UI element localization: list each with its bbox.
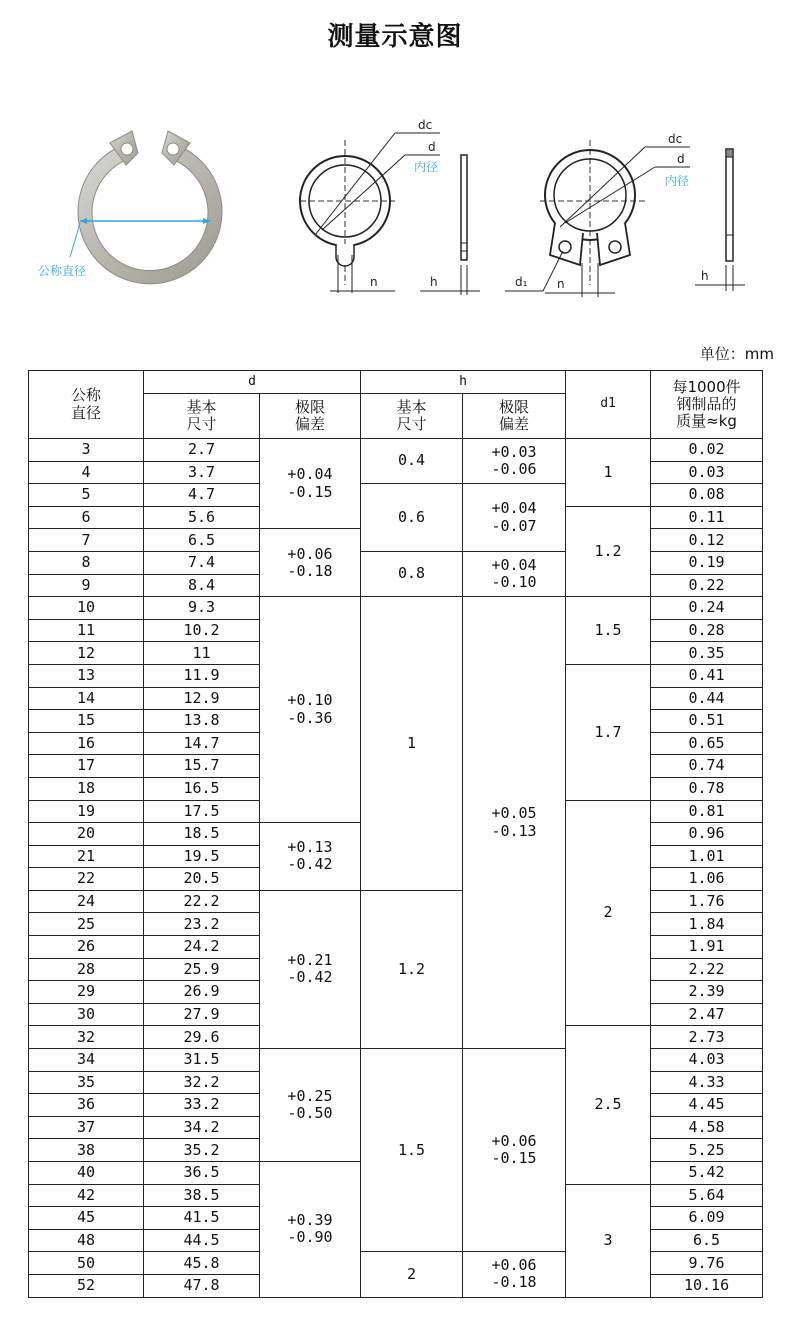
nominal-diameter-cell: 26	[29, 936, 144, 959]
h-tolerance-cell: +0.04 -0.10	[463, 551, 566, 596]
d-tolerance-cell: +0.39 -0.90	[260, 1162, 361, 1298]
table-row	[29, 597, 763, 620]
mass-cell: 2.22	[651, 958, 763, 981]
mass-cell: 0.44	[651, 687, 763, 710]
nominal-diameter-cell: 32	[29, 1026, 144, 1049]
d-basic-cell: 25.9	[144, 958, 260, 981]
h-basic-cell: 1	[361, 597, 463, 891]
inner-diameter-label-2: 内径	[665, 174, 690, 188]
d-basic-cell: 34.2	[144, 1116, 260, 1139]
d-tolerance-cell: +0.21 -0.42	[260, 890, 361, 1048]
nominal-diameter-cell: 18	[29, 777, 144, 800]
nominal-diameter-cell: 6	[29, 506, 144, 529]
nominal-diameter-cell: 14	[29, 687, 144, 710]
mass-cell: 0.12	[651, 529, 763, 552]
mass-cell: 9.76	[651, 1252, 763, 1275]
d1-label: d₁	[515, 275, 528, 289]
d-basic-cell: 32.2	[144, 1071, 260, 1094]
d-basic-cell: 9.3	[144, 597, 260, 620]
d1-cell: 1.5	[566, 597, 651, 665]
d-basic-cell: 11.9	[144, 664, 260, 687]
nominal-diameter-cell: 50	[29, 1252, 144, 1275]
d-basic-cell: 8.4	[144, 574, 260, 597]
h-label-2: h	[701, 269, 709, 283]
circlip-drawing-left	[290, 105, 485, 305]
d-basic-cell: 14.7	[144, 732, 260, 755]
nominal-diameter-cell: 45	[29, 1207, 144, 1230]
mass-cell: 0.81	[651, 800, 763, 823]
nominal-diameter-cell: 42	[29, 1184, 144, 1207]
d-basic-cell: 12.9	[144, 687, 260, 710]
nominal-diameter-cell: 10	[29, 597, 144, 620]
table-row	[29, 551, 763, 574]
mass-cell: 5.25	[651, 1139, 763, 1162]
mass-cell: 0.02	[651, 439, 763, 462]
d1-cell: 1.7	[566, 664, 651, 800]
d-basic-cell: 13.8	[144, 710, 260, 733]
spec-table-body	[29, 439, 763, 1298]
spec-table	[28, 370, 763, 1298]
h-tolerance-cell: +0.03 -0.06	[463, 439, 566, 484]
mass-cell: 0.22	[651, 574, 763, 597]
header-d1: d1	[566, 371, 651, 439]
d-tolerance-cell: +0.06 -0.18	[260, 529, 361, 597]
mass-cell: 1.06	[651, 868, 763, 891]
nominal-diameter-cell: 16	[29, 732, 144, 755]
h-basic-cell: 1.5	[361, 1049, 463, 1252]
d-basic-cell: 10.2	[144, 619, 260, 642]
d-tolerance-cell: +0.10 -0.36	[260, 597, 361, 823]
d-basic-cell: 16.5	[144, 777, 260, 800]
n-label: n	[370, 275, 378, 289]
h-tolerance-cell: +0.04 -0.07	[463, 484, 566, 552]
d-basic-cell: 26.9	[144, 981, 260, 1004]
mass-cell: 6.5	[651, 1229, 763, 1252]
nominal-diameter-cell: 7	[29, 529, 144, 552]
nominal-diameter-cell: 21	[29, 845, 144, 868]
n-label-2: n	[557, 277, 565, 291]
d-basic-cell: 29.6	[144, 1026, 260, 1049]
h-basic-cell: 0.6	[361, 484, 463, 552]
header-mass: 每1000件 钢制品的 质量≈kg	[651, 371, 763, 439]
mass-cell: 4.33	[651, 1071, 763, 1094]
d-basic-cell: 17.5	[144, 800, 260, 823]
mass-cell: 5.42	[651, 1162, 763, 1185]
nominal-diameter-cell: 5	[29, 484, 144, 507]
nominal-diameter-cell: 4	[29, 461, 144, 484]
mass-cell: 1.91	[651, 936, 763, 959]
nominal-diameter-cell: 17	[29, 755, 144, 778]
d-basic-cell: 27.9	[144, 1003, 260, 1026]
d-basic-cell: 3.7	[144, 461, 260, 484]
nominal-diameter-cell: 48	[29, 1229, 144, 1252]
h-basic-cell: 0.4	[361, 439, 463, 484]
nominal-diameter-cell: 40	[29, 1162, 144, 1185]
mass-cell: 1.01	[651, 845, 763, 868]
d-basic-cell: 38.5	[144, 1184, 260, 1207]
nominal-diameter-cell: 9	[29, 574, 144, 597]
nominal-diameter-cell: 28	[29, 958, 144, 981]
mass-cell: 2.47	[651, 1003, 763, 1026]
nominal-diameter-cell: 29	[29, 981, 144, 1004]
mass-cell: 0.51	[651, 710, 763, 733]
h-tolerance-cell: +0.05 -0.13	[463, 597, 566, 1049]
mass-cell: 0.19	[651, 551, 763, 574]
mass-cell: 0.35	[651, 642, 763, 665]
d-tolerance-cell: +0.13 -0.42	[260, 823, 361, 891]
nominal-diameter-cell: 38	[29, 1139, 144, 1162]
d-basic-cell: 23.2	[144, 913, 260, 936]
d-basic-cell: 31.5	[144, 1049, 260, 1072]
d-basic-cell: 19.5	[144, 845, 260, 868]
nominal-diameter-cell: 30	[29, 1003, 144, 1026]
mass-cell: 4.58	[651, 1116, 763, 1139]
dc-label-2: dc	[668, 132, 683, 146]
header-h: h	[361, 371, 566, 394]
nominal-diameter-cell: 8	[29, 551, 144, 574]
h-basic-cell: 2	[361, 1252, 463, 1297]
d-basic-cell: 44.5	[144, 1229, 260, 1252]
h-tolerance-cell: +0.06 -0.18	[463, 1252, 566, 1297]
circlip-photo	[30, 105, 250, 305]
mass-cell: 0.11	[651, 506, 763, 529]
d1-cell: 1.2	[566, 506, 651, 596]
mass-cell: 1.76	[651, 890, 763, 913]
unit-label: 单位：mm	[699, 345, 774, 363]
d-basic-cell: 5.6	[144, 506, 260, 529]
d1-cell: 2	[566, 800, 651, 1026]
table-row	[29, 1252, 763, 1275]
d-tolerance-cell: +0.25 -0.50	[260, 1049, 361, 1162]
d-basic-cell: 35.2	[144, 1139, 260, 1162]
mass-cell: 0.78	[651, 777, 763, 800]
h-basic-cell: 0.8	[361, 551, 463, 596]
d-basic-cell: 47.8	[144, 1274, 260, 1297]
nominal-diameter-cell: 52	[29, 1274, 144, 1297]
nominal-diameter-cell: 34	[29, 1049, 144, 1072]
dc-label: dc	[418, 118, 433, 132]
nominal-diameter-cell: 13	[29, 664, 144, 687]
nominal-diameter-cell: 20	[29, 823, 144, 846]
h-basic-cell: 1.2	[361, 890, 463, 1048]
d-tolerance-cell: +0.04 -0.15	[260, 439, 361, 529]
table-row	[29, 1049, 763, 1072]
mass-cell: 6.09	[651, 1207, 763, 1230]
mass-cell: 2.39	[651, 981, 763, 1004]
circlip-drawing-right	[505, 105, 750, 305]
mass-cell: 0.28	[651, 619, 763, 642]
d-basic-cell: 2.7	[144, 439, 260, 462]
mass-cell: 0.03	[651, 461, 763, 484]
d-basic-cell: 11	[144, 642, 260, 665]
mass-cell: 4.45	[651, 1094, 763, 1117]
d-label-2: d	[677, 152, 685, 166]
d-basic-cell: 20.5	[144, 868, 260, 891]
d-basic-cell: 45.8	[144, 1252, 260, 1275]
header-d-tolerance: 极限 偏差	[260, 394, 361, 439]
header-nominal-diameter: 公称 直径	[29, 371, 144, 439]
page-title: 测量示意图	[327, 22, 463, 52]
d-basic-cell: 4.7	[144, 484, 260, 507]
d-basic-cell: 33.2	[144, 1094, 260, 1117]
mass-cell: 0.65	[651, 732, 763, 755]
mass-cell: 2.73	[651, 1026, 763, 1049]
nominal-diameter-cell: 35	[29, 1071, 144, 1094]
nominal-diameter-cell: 15	[29, 710, 144, 733]
header-h-basic: 基本 尺寸	[361, 394, 463, 439]
d-basic-cell: 24.2	[144, 936, 260, 959]
d1-cell: 3	[566, 1184, 651, 1297]
header-d: d	[144, 371, 361, 394]
nominal-diameter-label: 公称直径	[38, 264, 87, 278]
header-h-tolerance: 极限 偏差	[463, 394, 566, 439]
mass-cell: 0.74	[651, 755, 763, 778]
nominal-diameter-cell: 3	[29, 439, 144, 462]
nominal-diameter-cell: 36	[29, 1094, 144, 1117]
d-basic-cell: 22.2	[144, 890, 260, 913]
nominal-diameter-cell: 12	[29, 642, 144, 665]
mass-cell: 0.41	[651, 664, 763, 687]
inner-diameter-label: 内径	[414, 160, 439, 174]
nominal-diameter-cell: 37	[29, 1116, 144, 1139]
d-basic-cell: 36.5	[144, 1162, 260, 1185]
nominal-diameter-cell: 11	[29, 619, 144, 642]
d-label: d	[428, 140, 436, 154]
nominal-diameter-cell: 19	[29, 800, 144, 823]
mass-cell: 0.08	[651, 484, 763, 507]
nominal-diameter-cell: 25	[29, 913, 144, 936]
mass-cell: 4.03	[651, 1049, 763, 1072]
d-basic-cell: 18.5	[144, 823, 260, 846]
nominal-diameter-cell: 22	[29, 868, 144, 891]
nominal-diameter-cell: 24	[29, 890, 144, 913]
h-tolerance-cell: +0.06 -0.15	[463, 1049, 566, 1252]
d-basic-cell: 41.5	[144, 1207, 260, 1230]
d1-cell: 1	[566, 439, 651, 507]
table-row	[29, 484, 763, 507]
mass-cell: 10.16	[651, 1274, 763, 1297]
mass-cell: 5.64	[651, 1184, 763, 1207]
table-row	[29, 890, 763, 913]
h-label: h	[430, 275, 438, 289]
mass-cell: 1.84	[651, 913, 763, 936]
d-basic-cell: 15.7	[144, 755, 260, 778]
mass-cell: 0.96	[651, 823, 763, 846]
mass-cell: 0.24	[651, 597, 763, 620]
table-row	[29, 439, 763, 462]
d-basic-cell: 6.5	[144, 529, 260, 552]
d-basic-cell: 7.4	[144, 551, 260, 574]
d1-cell: 2.5	[566, 1026, 651, 1184]
header-d-basic: 基本 尺寸	[144, 394, 260, 439]
